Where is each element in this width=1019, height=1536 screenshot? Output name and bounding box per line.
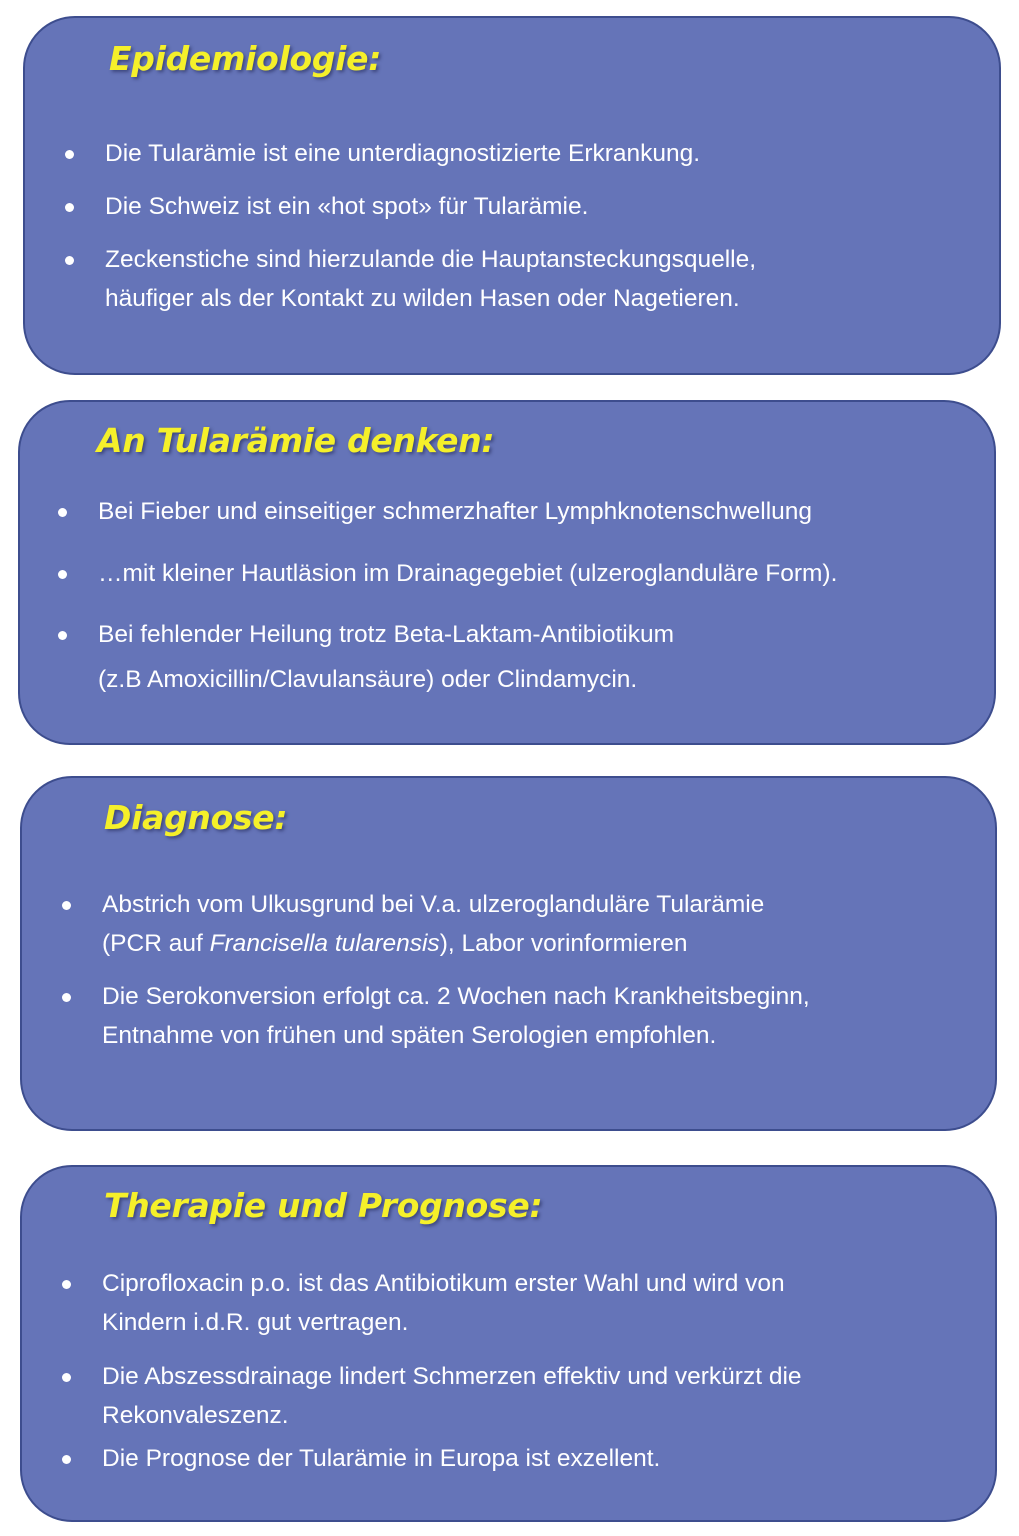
bullet-icon [62, 993, 71, 1002]
bullet-icon [62, 1373, 71, 1382]
diagnose-box: Diagnose: Abstrich vom Ulkusgrund bei V.a. ulzeroglanduläre Tularämie (PCR auf Francisella tularensis), Labor vorinformieren Die Serokonversion erfolgt ca. 2 Wochen nach Krankheitsbeginn, Entnahme von frühen und späten Serologien empfohlen. [20, 776, 997, 1131]
therapie-prognose-box: Therapie und Prognose: Ciprofloxacin p.o. ist das Antibiotikum erster Wahl und wird von Kindern i.d.R. gut vertragen. Die Abszessdrainage lindert Schmerzen effektiv und verkürzt die Rekonvaleszenz. Die Prognose der Tularämie in Europa ist exzellent. [20, 1165, 997, 1522]
bullet-icon [65, 150, 74, 159]
pcr-line: (PCR auf Francisella tularensis), Labor vorinformieren [102, 930, 688, 957]
bullet-icon [65, 256, 74, 265]
therapie-prognose-title: Therapie und Prognose: [104, 1186, 543, 1225]
bullet-icon [65, 203, 74, 212]
bullet-icon [58, 508, 67, 517]
diagnose-title: Diagnose: [104, 798, 288, 837]
bullet-icon [58, 631, 67, 640]
bullet-icon [62, 1280, 71, 1289]
bullet-icon [62, 901, 71, 910]
epidemiologie-box: Epidemiologie: Die Tularämie ist eine unterdiagnostizierte Erkrankung. Die Schweiz ist ein «hot spot» für Tularämie. Zeckenstiche sind hierzulande die Hauptansteckungsquelle, häufiger als der Kontakt zu wilden Hasen oder Nagetieren. [23, 16, 1001, 375]
bullet-icon [62, 1455, 71, 1464]
an-tularaemie-denken-box: An Tularämie denken: Bei Fieber und einseitiger schmerzhafter Lymphknotenschwellung …mit kleiner Hautläsion im Drainagegebiet (ulzeroglanduläre Form). Bei fehlender Heilung trotz Beta-Laktam-Antibiotikum (z.B Amoxicillin/Clavulansäure) oder Clindamycin. [18, 400, 996, 745]
epidemiologie-title: Epidemiologie: [109, 39, 382, 78]
an-tularaemie-denken-title: An Tularämie denken: [97, 421, 495, 460]
bullet-icon [58, 570, 67, 579]
